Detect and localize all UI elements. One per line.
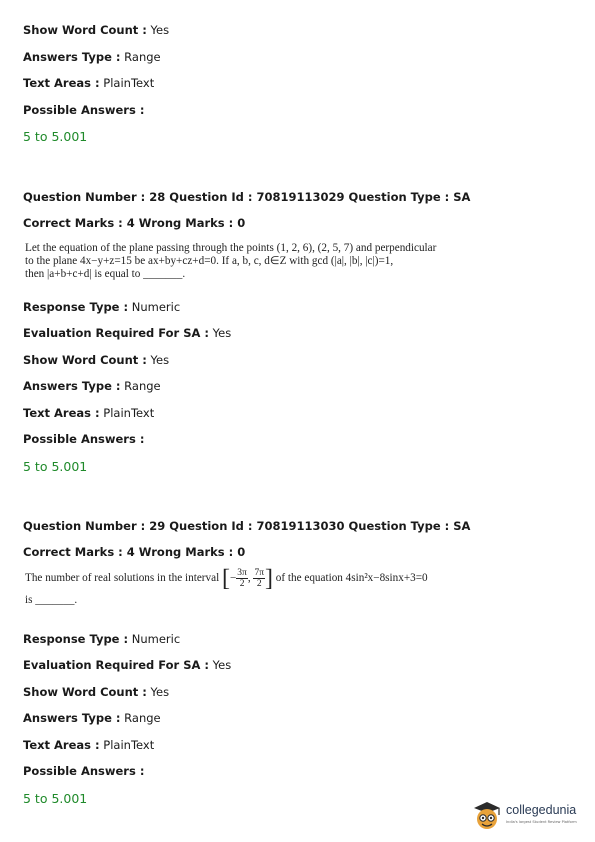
question-text: [25, 242, 465, 281]
text-areas-row: Text Areas : PlainText: [23, 406, 155, 420]
interval-bracket-left: [: [221, 565, 230, 592]
show-word-count-row: Show Word Count : Yes: [23, 353, 170, 367]
question-text-line: to the plane 4x−y+z=15 be ax+by+cz+d=0. If a, b, c, d∈Z with gcd (|a|, |b|, |c|)=1,: [25, 255, 394, 267]
brand-name: collegedunia: [506, 803, 577, 817]
text-areas-row: Text Areas : PlainText: [23, 738, 155, 752]
possible-answer-value: 5 to 5.001: [23, 129, 88, 144]
graduate-mascot-icon: [470, 800, 504, 832]
show-word-count-row: Show Word Count : Yes: [23, 23, 170, 37]
possible-answers-row: Possible Answers :: [23, 764, 145, 778]
possible-answers-row: Possible Answers :: [23, 103, 145, 117]
question-text-line: then |a+b+c+d| is equal to _______.: [25, 268, 186, 280]
answers-type-row: Answers Type : Range: [23, 379, 161, 393]
response-type-row: Response Type : Numeric: [23, 300, 181, 314]
fraction: $\frac{3\pi}{2}$: [237, 568, 247, 589]
evaluation-row: Evaluation Required For SA : Yes: [23, 326, 232, 340]
response-type-row: Response Type : Numeric: [23, 632, 181, 646]
possible-answer-value: 5 to 5.001: [23, 791, 88, 806]
possible-answer-value: 5 to 5.001: [23, 459, 88, 474]
question-header: Question Number : 28 Question Id : 70819113029 Question Type : SA: [23, 190, 471, 204]
text-areas-row: Text Areas : PlainText: [23, 76, 155, 90]
interval-bracket-right: ]: [264, 565, 273, 592]
brand-tagline: India's largest Student Review Platform: [506, 820, 577, 824]
question-marks: Correct Marks : 4 Wrong Marks : 0: [23, 216, 246, 230]
fraction: $\frac{7\pi}{2}$: [254, 568, 264, 589]
collegedunia-logo: [470, 800, 590, 832]
possible-answers-row: Possible Answers :: [23, 432, 145, 446]
evaluation-row: Evaluation Required For SA : Yes: [23, 658, 232, 672]
answers-type-row: Answers Type : Range: [23, 50, 161, 64]
question-text-line: is _______.: [25, 594, 78, 606]
question-text-line: Let the equation of the plane passing through the points (1, 2, 6), (2, 5, 7) and perpendicular: [25, 242, 437, 254]
question-header: Question Number : 29 Question Id : 70819113030 Question Type : SA: [23, 519, 471, 533]
question-marks: Correct Marks : 4 Wrong Marks : 0: [23, 545, 246, 559]
question-text: [25, 565, 465, 607]
answers-type-row: Answers Type : Range: [23, 711, 161, 725]
question-text-line: The number of real solutions in the interval [− $\frac{3\pi}{2}$ , $\frac{7\pi}{2}$ ] of the equation 4sin²x−8sinx+3=0: [25, 565, 428, 592]
show-word-count-row: Show Word Count : Yes: [23, 685, 170, 699]
